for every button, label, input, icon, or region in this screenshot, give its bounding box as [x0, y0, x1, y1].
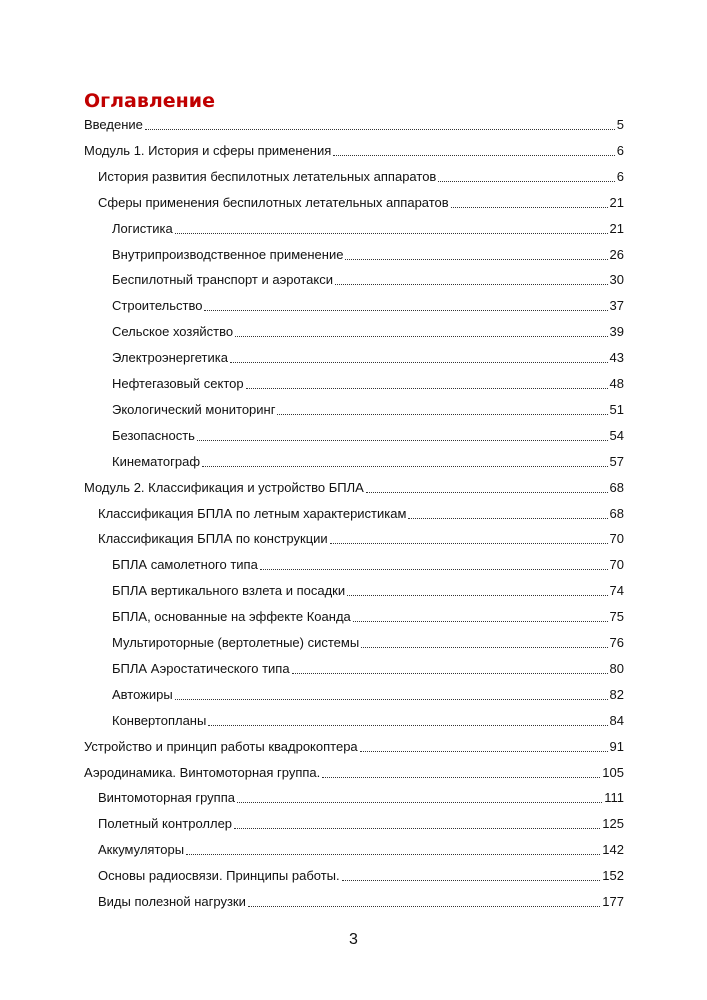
toc-leader-dots	[292, 673, 608, 674]
toc-entry-title: История развития беспилотных летательных аппаратов	[98, 169, 437, 184]
toc-entry-page: 21	[609, 221, 624, 236]
toc-entry-title: Электроэнергетика	[112, 350, 228, 365]
toc-entry-title: Внутрипроизводственное применение	[112, 247, 344, 262]
toc-entry-title: Аэродинамика. Винтомоторная группа.	[84, 765, 321, 780]
toc-entry-page: 82	[609, 687, 624, 702]
toc-leader-dots	[333, 155, 615, 156]
toc-entry[interactable]	[112, 350, 624, 366]
toc-entry-title: Аккумуляторы	[98, 842, 185, 857]
toc-entry-page: 111	[604, 790, 624, 805]
toc-leader-dots	[451, 207, 608, 208]
toc-entry-page: 43	[609, 350, 624, 365]
toc-entry[interactable]	[84, 117, 624, 133]
toc-entry[interactable]	[98, 790, 624, 806]
toc-entry[interactable]	[98, 894, 624, 910]
toc-leader-dots	[260, 569, 608, 570]
toc-entry-title: Сельское хозяйство	[112, 324, 234, 339]
toc-entry-page: 6	[616, 169, 624, 184]
toc-entry-title: БПЛА Аэростатического типа	[112, 661, 290, 676]
toc-entry-page: 30	[609, 272, 624, 287]
toc-leader-dots	[438, 181, 614, 182]
toc-entry-title: Безопасность	[112, 428, 195, 443]
toc-leader-dots	[175, 233, 608, 234]
toc-entry[interactable]	[112, 687, 624, 703]
toc-entry[interactable]	[98, 169, 624, 185]
toc-entry[interactable]	[112, 272, 624, 288]
toc-entry[interactable]	[98, 195, 624, 211]
toc-entry-title: Виды полезной нагрузки	[98, 894, 246, 909]
toc-entry-title: Логистика	[112, 221, 173, 236]
toc-entry[interactable]	[112, 661, 624, 677]
toc-entry-title: Нефтегазовый сектор	[112, 376, 244, 391]
toc-leader-dots	[408, 518, 607, 519]
toc-entry[interactable]	[112, 247, 624, 263]
toc-entry-title: Мультироторные (вертолетные) системы	[112, 635, 360, 650]
toc-entry-page: 70	[609, 531, 624, 546]
toc-entry-page: 37	[609, 298, 624, 313]
toc-leader-dots	[208, 725, 607, 726]
toc-entry[interactable]	[112, 298, 624, 314]
toc-entry-title: Модуль 2. Классификация и устройство БПЛА	[84, 480, 364, 495]
toc-entry-page: 5	[616, 117, 624, 132]
toc-leader-dots	[277, 414, 607, 415]
toc-entry-title: Конвертопланы	[112, 713, 207, 728]
toc-entry[interactable]	[98, 531, 624, 547]
toc-entry-page: 177	[602, 894, 624, 909]
toc-leader-dots	[322, 777, 600, 778]
toc-entry[interactable]	[84, 739, 624, 755]
toc-leader-dots	[235, 336, 607, 337]
toc-leader-dots	[248, 906, 600, 907]
toc-entry[interactable]	[98, 842, 624, 858]
toc-entry[interactable]	[98, 506, 624, 522]
toc-entry-page: 91	[609, 739, 624, 754]
toc-entry-page: 68	[609, 480, 624, 495]
toc-leader-dots	[360, 751, 608, 752]
toc-entry-title: БПЛА самолетного типа	[112, 557, 258, 572]
toc-entry[interactable]	[98, 816, 624, 832]
toc-leader-dots	[186, 854, 600, 855]
toc-entry-title: БПЛА вертикального взлета и посадки	[112, 583, 346, 598]
toc-entry-page: 105	[602, 765, 624, 780]
toc-entry-title: Модуль 1. История и сферы применения	[84, 143, 332, 158]
toc-entry-title: Классификация БПЛА по летным характеристикам	[98, 506, 407, 521]
toc-leader-dots	[204, 310, 607, 311]
toc-leader-dots	[361, 647, 607, 648]
toc-leader-dots	[353, 621, 608, 622]
toc-entry[interactable]	[112, 454, 624, 470]
toc-entry-title: Сферы применения беспилотных летательных аппаратов	[98, 195, 449, 210]
toc-entry[interactable]	[112, 557, 624, 573]
toc-entry-title: Экологический мониторинг	[112, 402, 276, 417]
toc-entry-title: Классификация БПЛА по конструкции	[98, 531, 328, 546]
toc-entry-page: 84	[609, 713, 624, 728]
toc-entry-title: Кинематограф	[112, 454, 201, 469]
toc-leader-dots	[175, 699, 608, 700]
toc-leader-dots	[342, 880, 601, 881]
toc-leader-dots	[237, 802, 602, 803]
toc-leader-dots	[347, 595, 607, 596]
toc-leader-dots	[330, 543, 608, 544]
toc-entry[interactable]	[112, 609, 624, 625]
toc-entry[interactable]	[112, 635, 624, 651]
toc-entry[interactable]	[112, 324, 624, 340]
toc-entry-title: Устройство и принцип работы квадрокоптера	[84, 739, 358, 754]
toc-leader-dots	[202, 466, 607, 467]
toc-entry[interactable]	[112, 428, 624, 444]
toc-entry-page: 51	[609, 402, 624, 417]
toc-entry-title: Полетный контроллер	[98, 816, 233, 831]
toc-entry[interactable]	[112, 376, 624, 392]
toc-entry-page: 152	[602, 868, 624, 883]
toc-entry-page: 75	[609, 609, 624, 624]
toc-entry-page: 39	[609, 324, 624, 339]
toc-entry-title: Строительство	[112, 298, 203, 313]
toc-entry[interactable]	[112, 402, 624, 418]
toc-leader-dots	[246, 388, 608, 389]
toc-entry-page: 74	[609, 583, 624, 598]
toc-entry-title: Винтомоторная группа	[98, 790, 235, 805]
toc-entry-page: 70	[609, 557, 624, 572]
toc-entry-page: 57	[609, 454, 624, 469]
toc-entry-page: 26	[609, 247, 624, 262]
toc-entry-page: 54	[609, 428, 624, 443]
toc-leader-dots	[366, 492, 608, 493]
toc-heading: Оглавление	[84, 90, 215, 112]
toc-entry-title: Беспилотный транспорт и аэротакси	[112, 272, 334, 287]
toc-entry-title: Введение	[84, 117, 143, 132]
toc-entry-title: БПЛА, основанные на эффекте Коанда	[112, 609, 351, 624]
toc-leader-dots	[145, 129, 615, 130]
toc-entry[interactable]	[98, 868, 624, 884]
toc-entry[interactable]	[84, 480, 624, 496]
toc-leader-dots	[230, 362, 608, 363]
toc-entry[interactable]	[84, 765, 624, 781]
toc-entry[interactable]	[84, 143, 624, 159]
toc-entry-page: 125	[602, 816, 624, 831]
toc-entry-title: Основы радиосвязи. Принципы работы.	[98, 868, 340, 883]
page-number: 3	[349, 931, 358, 948]
toc-leader-dots	[345, 259, 607, 260]
toc-leader-dots	[335, 284, 608, 285]
toc-entry-page: 48	[609, 376, 624, 391]
toc-entry[interactable]	[112, 221, 624, 237]
toc-entry-page: 142	[602, 842, 624, 857]
toc-entry[interactable]	[112, 583, 624, 599]
toc-entry-page: 68	[609, 506, 624, 521]
toc-leader-dots	[234, 828, 600, 829]
toc-leader-dots	[197, 440, 608, 441]
toc-entry[interactable]	[112, 713, 624, 729]
toc-entry-page: 21	[609, 195, 624, 210]
toc-entry-page: 80	[609, 661, 624, 676]
toc-entry-page: 76	[609, 635, 624, 650]
toc-entry-title: Автожиры	[112, 687, 173, 702]
toc-entry-page: 6	[616, 143, 624, 158]
